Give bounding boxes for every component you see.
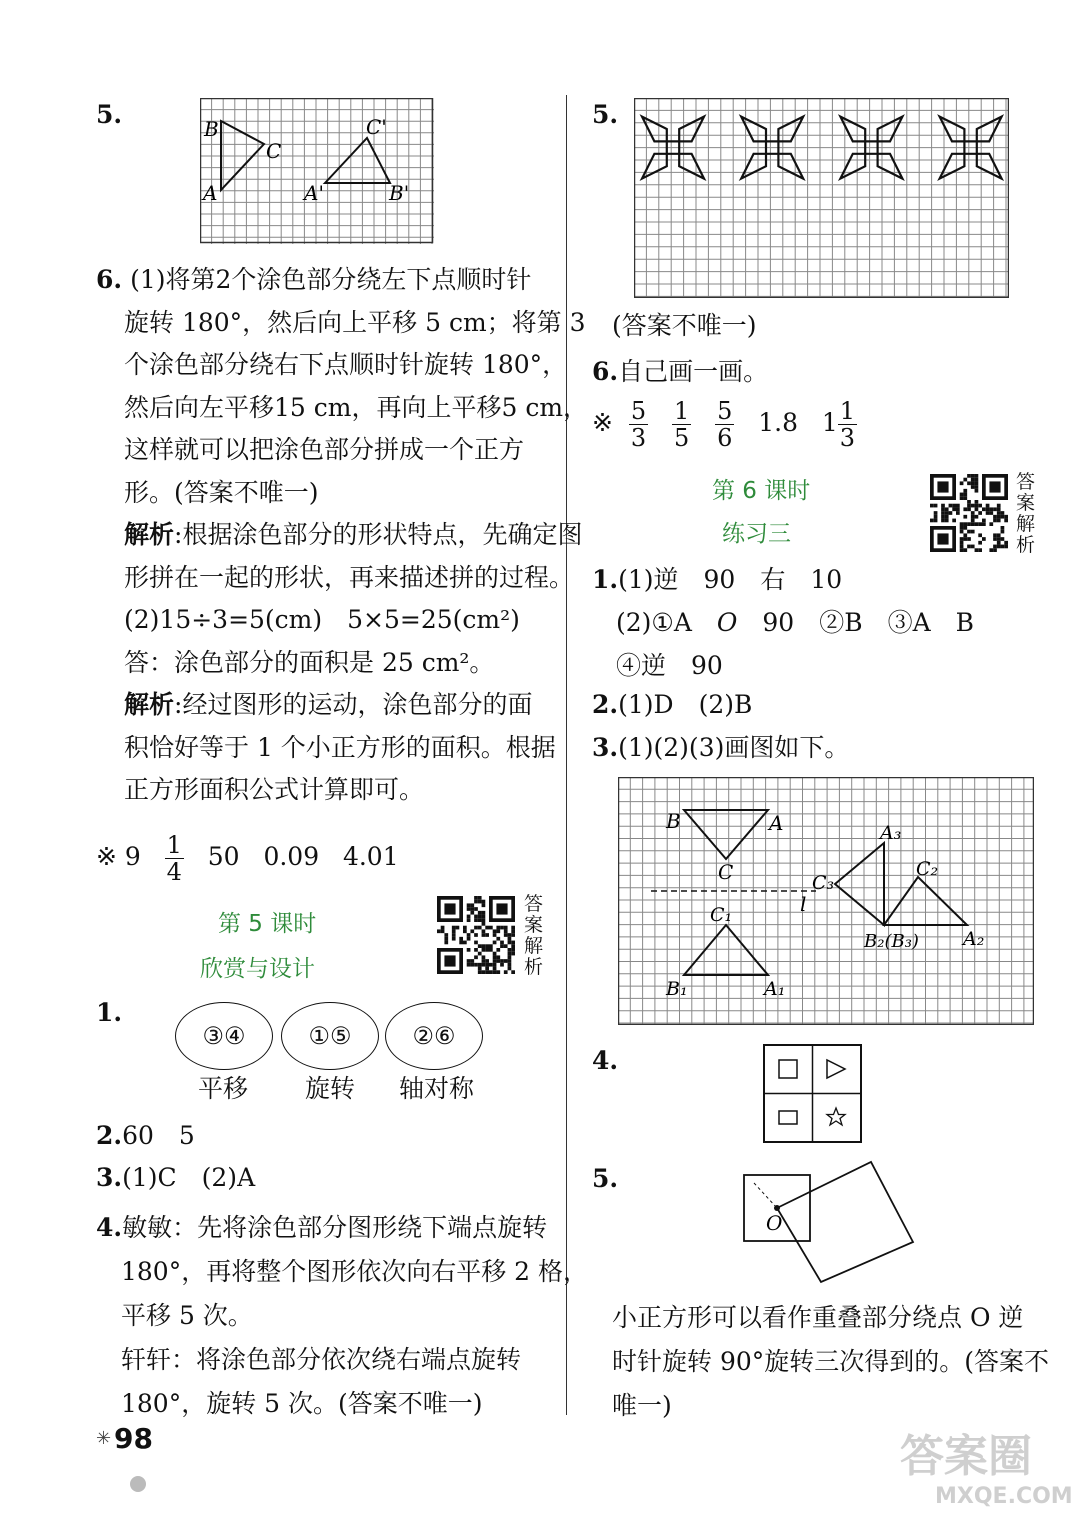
right-extra-mark: ※ bbox=[592, 408, 613, 437]
label-a-prime: A' bbox=[304, 181, 324, 205]
label-o: O bbox=[766, 1211, 783, 1235]
star-icon bbox=[827, 1108, 845, 1125]
left-analysis-label-2: 解析 bbox=[124, 690, 175, 719]
left-q6-line-2: 旋转 180°，然后向上平移 5 cm；将第 3 bbox=[124, 307, 586, 337]
left-q6-calc: (2)15÷3=5(cm) 5×5=25(cm²) bbox=[124, 605, 520, 634]
lesson5-subtitle: 欣赏与设计 bbox=[200, 956, 315, 982]
right-q1-line-2a: (2)①A bbox=[616, 608, 717, 637]
page-number: 98 bbox=[114, 1422, 153, 1455]
left-q5-number: 5. bbox=[96, 100, 123, 129]
caption-symmetry: 轴对称 bbox=[399, 1074, 475, 1103]
right-q5-note: (答案不唯一) bbox=[612, 311, 757, 340]
label-c: C bbox=[266, 139, 282, 163]
left-q3-number: 3. bbox=[96, 1163, 123, 1192]
left-analysis-1-line-1: :根据涂色部分的形状特点，先确定图 bbox=[174, 520, 583, 549]
right-q5b-line-3: 唯一) bbox=[612, 1391, 672, 1420]
left-q4-line-1: 敏敏：先将涂色部分图形绕下端点旋转 bbox=[122, 1213, 548, 1242]
right-q3-number: 3. bbox=[592, 733, 619, 762]
left-q4-line-4: 轩轩：将涂色部分依次绕右端点旋转 bbox=[121, 1345, 522, 1374]
right-q5b-line-2: 时针旋转 90°旋转三次得到的。(答案不 bbox=[612, 1347, 1050, 1376]
right-mixed-whole: 1 bbox=[821, 408, 838, 437]
page-dot bbox=[130, 1476, 146, 1492]
caption-rotate: 旋转 bbox=[305, 1074, 356, 1103]
label-c: C bbox=[718, 860, 734, 884]
oval-3: ②⑥ bbox=[385, 1002, 483, 1070]
label-c2: C₂ bbox=[916, 858, 939, 880]
oval-2: ①⑤ bbox=[281, 1002, 379, 1070]
left-extra-row bbox=[96, 832, 399, 885]
left-q2-number: 2. bbox=[96, 1121, 123, 1150]
right-q3-text: (1)(2)(3)画图如下。 bbox=[618, 733, 850, 762]
label-b: B bbox=[666, 809, 681, 833]
left-extra-item-3: 0.09 bbox=[263, 842, 320, 871]
left-q6-line-1: (1)将第2个涂色部分绕左下点顺时针 bbox=[130, 265, 532, 294]
right-q5b-line-1: 小正方形可以看作重叠部分绕点 O 逆 bbox=[612, 1303, 1024, 1332]
label-b2-b3: B₂(B₃) bbox=[864, 931, 919, 952]
triangle-a1b1c1 bbox=[684, 925, 768, 975]
right-frac-1: $\frac{5}{3}$ bbox=[630, 397, 647, 452]
label-a2: A₂ bbox=[963, 928, 985, 950]
right-q4-number: 4. bbox=[592, 1046, 619, 1075]
right-q1-line-1: (1)逆 90 右 10 bbox=[618, 565, 843, 594]
lesson6-title: 第 6 课时 bbox=[712, 478, 811, 504]
lesson6-subtitle: 练习三 bbox=[722, 521, 791, 547]
watermark-url: MXQE.COM bbox=[935, 1484, 1073, 1509]
left-q1-ovals bbox=[175, 1002, 475, 1072]
left-extra-mark: ※ bbox=[96, 842, 117, 871]
triangle-abc bbox=[684, 810, 768, 859]
label-c3: C₃ bbox=[812, 872, 835, 894]
label-b: B bbox=[204, 117, 219, 141]
label-c1: C₁ bbox=[710, 904, 733, 926]
left-analysis-2-line-3: 正方形面积公式计算即可。 bbox=[124, 775, 425, 804]
right-q5b-text bbox=[612, 1296, 1049, 1428]
left-q6-block bbox=[96, 259, 588, 812]
left-q6-answer: 答：涂色部分的面积是 25 cm²。 bbox=[124, 647, 495, 677]
label-a1: A₁ bbox=[764, 978, 786, 1000]
label-c-prime: C' bbox=[366, 115, 387, 139]
watermark-logo: 答案圈 bbox=[900, 1431, 1032, 1482]
right-q5-pinwheel-grid bbox=[634, 98, 1009, 298]
left-extra-item-2: 50 bbox=[207, 842, 240, 871]
left-q4-block bbox=[96, 1206, 588, 1426]
right-frac-2: $\frac{1}{5}$ bbox=[673, 397, 690, 452]
right-q3-grid-figure bbox=[618, 777, 1034, 1025]
left-extra-item-4: 4.01 bbox=[342, 842, 399, 871]
right-q5b-rotation-figure bbox=[740, 1158, 915, 1286]
left-analysis-2-line-2: 积恰好等于 1 个小正方形的面积。根据 bbox=[124, 732, 556, 762]
right-q1-line-2b: 90 ②B ③A B bbox=[737, 608, 975, 637]
right-q5b-number: 5. bbox=[592, 1164, 619, 1193]
right-mixed-frac: $\frac{1}{3}$ bbox=[839, 397, 856, 452]
lesson5-title: 第 5 课时 bbox=[218, 911, 317, 937]
right-decimal: 1.8 bbox=[758, 408, 798, 437]
right-q1-number: 1. bbox=[592, 565, 619, 594]
right-q1-line-3: ④逆 90 bbox=[616, 651, 723, 680]
left-analysis-2-line-1: :经过图形的运动，涂色部分的面 bbox=[174, 690, 533, 719]
left-q4-line-5: 180°，旋转 5 次。(答案不唯一) bbox=[121, 1389, 483, 1418]
caption-translate: 平移 bbox=[198, 1074, 249, 1103]
left-q2-text: 60 5 bbox=[122, 1121, 195, 1150]
left-analysis-label-1: 解析 bbox=[124, 520, 175, 549]
label-b1: B₁ bbox=[666, 978, 688, 1000]
left-extra-fraction: $\frac{1}{4}$ bbox=[166, 831, 182, 886]
left-q4-number: 4. bbox=[96, 1213, 123, 1242]
label-l: l bbox=[800, 892, 807, 916]
lesson6-qr-code-icon[interactable] bbox=[930, 474, 1008, 552]
label-a3: A₃ bbox=[880, 822, 902, 844]
left-q4-line-3: 平移 5 次。 bbox=[121, 1301, 253, 1330]
right-q5-number: 5. bbox=[592, 100, 619, 129]
left-q6-line-4: 然后向左平移15 cm，再向上平移5 cm， bbox=[124, 392, 589, 422]
label-b-prime: B' bbox=[389, 181, 410, 205]
left-extra-item-1: 9 bbox=[124, 842, 141, 871]
left-q5-grid-figure bbox=[200, 98, 434, 244]
oval-1: ③④ bbox=[175, 1002, 273, 1070]
left-q6-line-5: 这样就可以把涂色部分拼成一个正方 bbox=[124, 435, 525, 464]
page-star-icon: ✳ bbox=[96, 1428, 112, 1449]
right-extra-row bbox=[592, 398, 857, 451]
lesson5-qr-label: 答案解析 bbox=[524, 893, 544, 978]
square-icon bbox=[779, 1060, 797, 1078]
rectangle-icon bbox=[779, 1111, 797, 1124]
label-a: A bbox=[203, 181, 218, 205]
right-q2-text: (1)D (2)B bbox=[618, 690, 753, 719]
right-q4-square-figure bbox=[763, 1044, 863, 1144]
left-analysis-1-line-2: 形拼在一起的形状，再来描述拼的过程。 bbox=[124, 562, 575, 592]
right-q1-block bbox=[592, 558, 974, 687]
lesson5-qr-code-icon[interactable] bbox=[437, 896, 515, 974]
left-q3-text: (1)C (2)A bbox=[122, 1163, 256, 1192]
left-q6-number: 6. bbox=[96, 265, 123, 294]
right-frac-3: $\frac{5}{6}$ bbox=[717, 397, 733, 452]
right-q1-point-o: O bbox=[716, 608, 738, 637]
label-a: A bbox=[769, 811, 784, 835]
left-q1-number: 1. bbox=[96, 998, 123, 1027]
right-q6-text: 自己画一画。 bbox=[618, 357, 769, 386]
right-q6-number: 6. bbox=[592, 357, 619, 386]
triangle-icon bbox=[827, 1060, 845, 1078]
left-q6-line-3: 个涂色部分绕右下点顺时针旋转 180°， bbox=[124, 350, 568, 379]
lesson6-qr-label: 答案解析 bbox=[1016, 471, 1036, 556]
right-q2-number: 2. bbox=[592, 690, 619, 719]
left-q4-line-2: 180°，再将整个图形依次向右平移 2 格， bbox=[121, 1257, 589, 1286]
left-q6-line-6: 形。(答案不唯一) bbox=[124, 477, 319, 507]
